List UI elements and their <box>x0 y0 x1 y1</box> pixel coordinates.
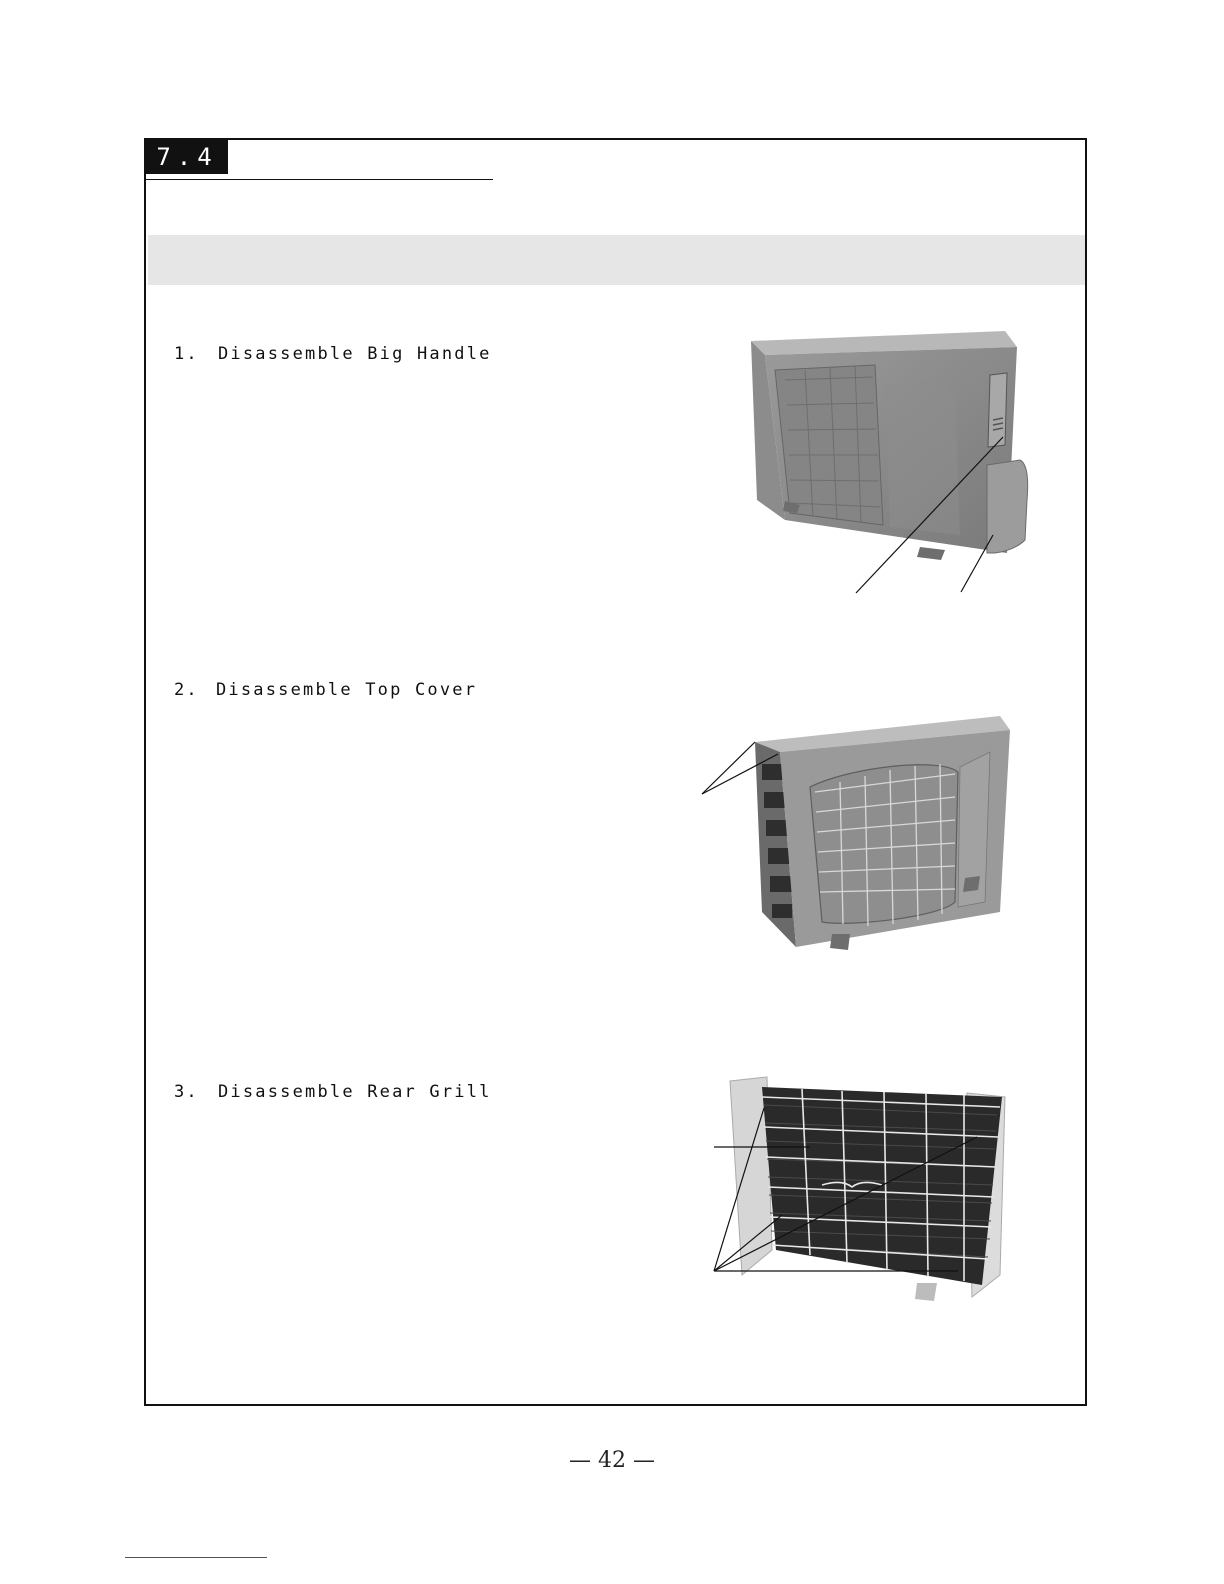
step-2-number: 2. <box>174 680 199 700</box>
section-number-badge: 7.4 <box>146 140 228 174</box>
page-number: — 42 — <box>569 1448 655 1473</box>
outdoor-unit-rear-grill-photo <box>712 1075 1012 1305</box>
step-3 <box>174 1082 492 1102</box>
step-3-label: Disassemble Rear Grill <box>218 1082 492 1102</box>
step-2 <box>174 680 477 700</box>
footer-link-rule <box>125 1557 267 1558</box>
step-2-label: Disassemble Top Cover <box>216 680 478 700</box>
step-1 <box>174 344 492 364</box>
header-band <box>148 235 1085 285</box>
step-1-label: Disassemble Big Handle <box>218 344 492 364</box>
step-3-number: 3. <box>174 1082 199 1102</box>
title-underline <box>146 179 493 180</box>
outdoor-unit-handle-photo <box>745 325 1045 600</box>
outdoor-unit-top-cover-photo <box>700 712 1020 952</box>
step-1-number: 1. <box>174 344 199 364</box>
